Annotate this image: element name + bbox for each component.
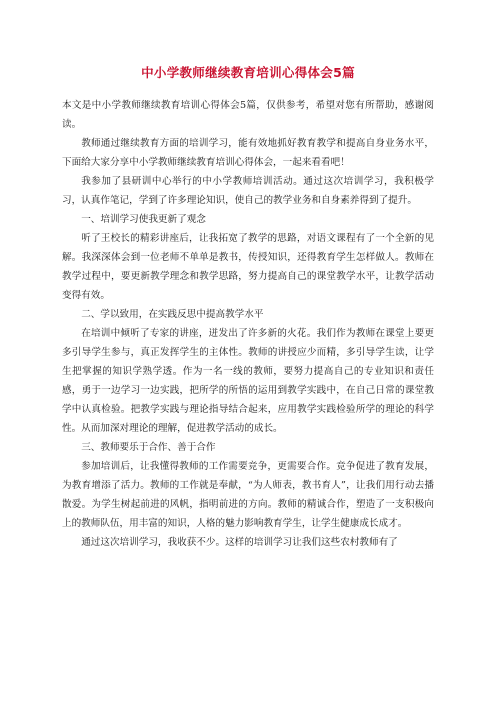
body-paragraph: 在培训中倾听了专家的讲座，迸发出了许多新的火花。我们作为教师在课堂上要更多引导学生参与，真正发挥学生的主体性。教师的讲授应少而精，多引导学生读，让学生把掌握的知识学熟学透。作为一名一线的教师，要努力提高自己的专业知识和责任感，勇于一边学习一边实践，把所学的所悟的运用到教学实践中，在自己日常的课堂教学中认真检验。把教学实践与理论指导结合起来，应用教学实践检验所学的理论的科学性。从而加深对理论的理解，促进教学活动的成长。 [62, 328, 434, 434]
body-paragraph: 通过这次培训学习，我收获不少。这样的培训学习让我们这些农村教师有了 [81, 537, 398, 548]
section-heading: 一、培训学习使我更新了观念 [81, 214, 206, 225]
document-title: 中小学教师继续教育培训心得体会5篇 [141, 65, 355, 80]
lead-paragraph: 本文是中小学教师继续教育培训心得体会5篇，仅供参考，希望对您有所帮助，感谢阅读。 [62, 100, 434, 130]
body-paragraph: 参加培训后，让我懂得教师的工作需要竞争，更需要合作。竞争促进了教育发展，为教育增添了活力。教师的工作就是奉献，“为人师表，教书育人”，让我们用行动去播散爱。为学生树起前进的风帆，指明前进的方向。教师的精诚合作，塑造了一支积极向上的教师队伍，用丰富的知识，人格的魅力影响教育学生，让学生健康成长成才。 [62, 461, 434, 529]
section-heading: 三、教师要乐于合作、善于合作 [81, 442, 216, 453]
section-heading: 二、学以致用，在实践反思中提高教学水平 [81, 309, 264, 320]
body-paragraph: 教师通过继续教育方面的培训学习，能有效地抓好教育教学和提高自身业务水平，下面给大家分享中小学教师继续教育培训心得体会，一起来看看吧！ [62, 138, 434, 168]
body-paragraph: 我参加了县研训中心举行的中小学教师培训活动。通过这次培训学习，我积极学习，认真作笔记，学到了许多理论知识，使自己的教学业务和自身素养得到了提升。 [62, 176, 434, 206]
body-paragraph: 听了王校长的精彩讲座后，让我拓宽了教学的思路，对语文课程有了一个全新的见解。我深深体会到一位老师不单单是教书，传授知识，还得教育学生怎样做人。教师在教学过程中，要更新教学理念和教学思路，努力提高自己的课堂教学水平，让教学活动变得有效。 [62, 233, 434, 301]
document-page [62, 64, 434, 552]
